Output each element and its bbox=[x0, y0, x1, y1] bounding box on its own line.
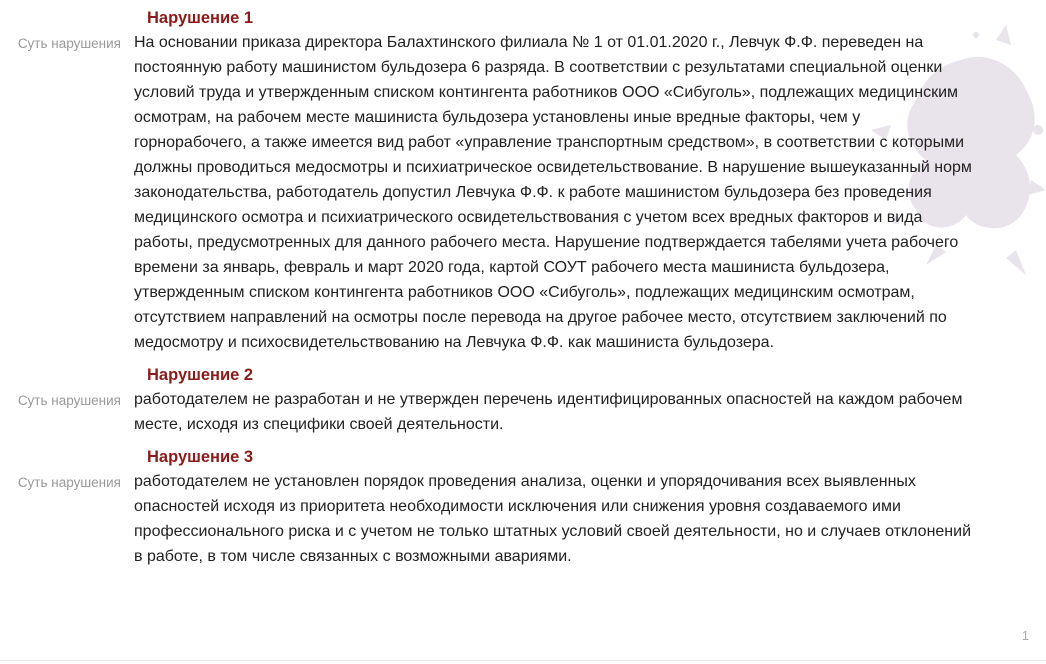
violation-title: Нарушение 2 bbox=[147, 366, 254, 384]
violation-row bbox=[0, 30, 1046, 355]
violation-label: Суть нарушения bbox=[17, 36, 121, 51]
violation-2 bbox=[0, 363, 1046, 437]
violation-label: Суть нарушения bbox=[17, 393, 121, 408]
bottom-divider bbox=[0, 660, 1046, 661]
violation-text: На основании приказа директора Балахтинского филиала № 1 от 01.01.2020 г., Левчук Ф.Ф. переведен на постоянную работу машинистом бульдозера 6 разряда. В соответствии с результатами специальной оценки условий труда и утвержденным списком контингента работников ООО «Сибуголь», подлежащих медицинским осмотрам, на рабочем месте машиниста бульдозера установлены иные вредные факторы, чем у горнорабочего, а также имеется вид работ «управление транспортным средством», в соответствии с которыми должны проводиться медосмотры и психиатрическое освидетельствование. В нарушение вышеуказанный норм законодательства, работодатель допустил Левчука Ф.Ф. к работе машинистом бульдозера без проведения медицинского осмотра и психиатрического освидетельствования с учетом всех вредных факторов и вида работы, предусмотренных для данного рабочего места. Нарушение подтверждается табелями учета рабочего времени за январь, февраль и март 2020 года, картой СОУТ рабочего места машиниста бульдозера, утвержденным списком контингента работников ООО «Сибуголь», подлежащих медицинским осмотрам, отсутствием направлений на осмотры после перевода на другое рабочее место, отсутствием заключений по медосмотру и психосвидетельствованию на Левчука Ф.Ф. как машиниста бульдозера. bbox=[134, 34, 972, 351]
violations-list bbox=[0, 6, 1046, 577]
violation-title: Нарушение 3 bbox=[147, 448, 254, 466]
violation-row bbox=[0, 469, 1046, 569]
violation-3 bbox=[0, 445, 1046, 569]
violation-label: Суть нарушения bbox=[17, 475, 121, 490]
violation-text: работодателем не разработан и не утвержден перечень идентифицированных опасностей на каждом рабочем месте, исходя из специфики своей деятельности. bbox=[134, 391, 963, 433]
page-number[interactable]: 1 bbox=[1021, 628, 1029, 643]
violation-1 bbox=[0, 6, 1046, 355]
violation-title: Нарушение 1 bbox=[147, 9, 254, 27]
violation-row bbox=[0, 387, 1046, 437]
violation-text: работодателем не установлен порядок проведения анализа, оценки и упорядочивания всех выявленных опасностей исходя из приоритета необходимости исключения или снижения уровня создаваемого ими профессионального риска и с учетом не только штатных условий своей деятельности, но и случаев отклонений в работе, в том числе связанных с возможными авариями. bbox=[134, 473, 972, 565]
